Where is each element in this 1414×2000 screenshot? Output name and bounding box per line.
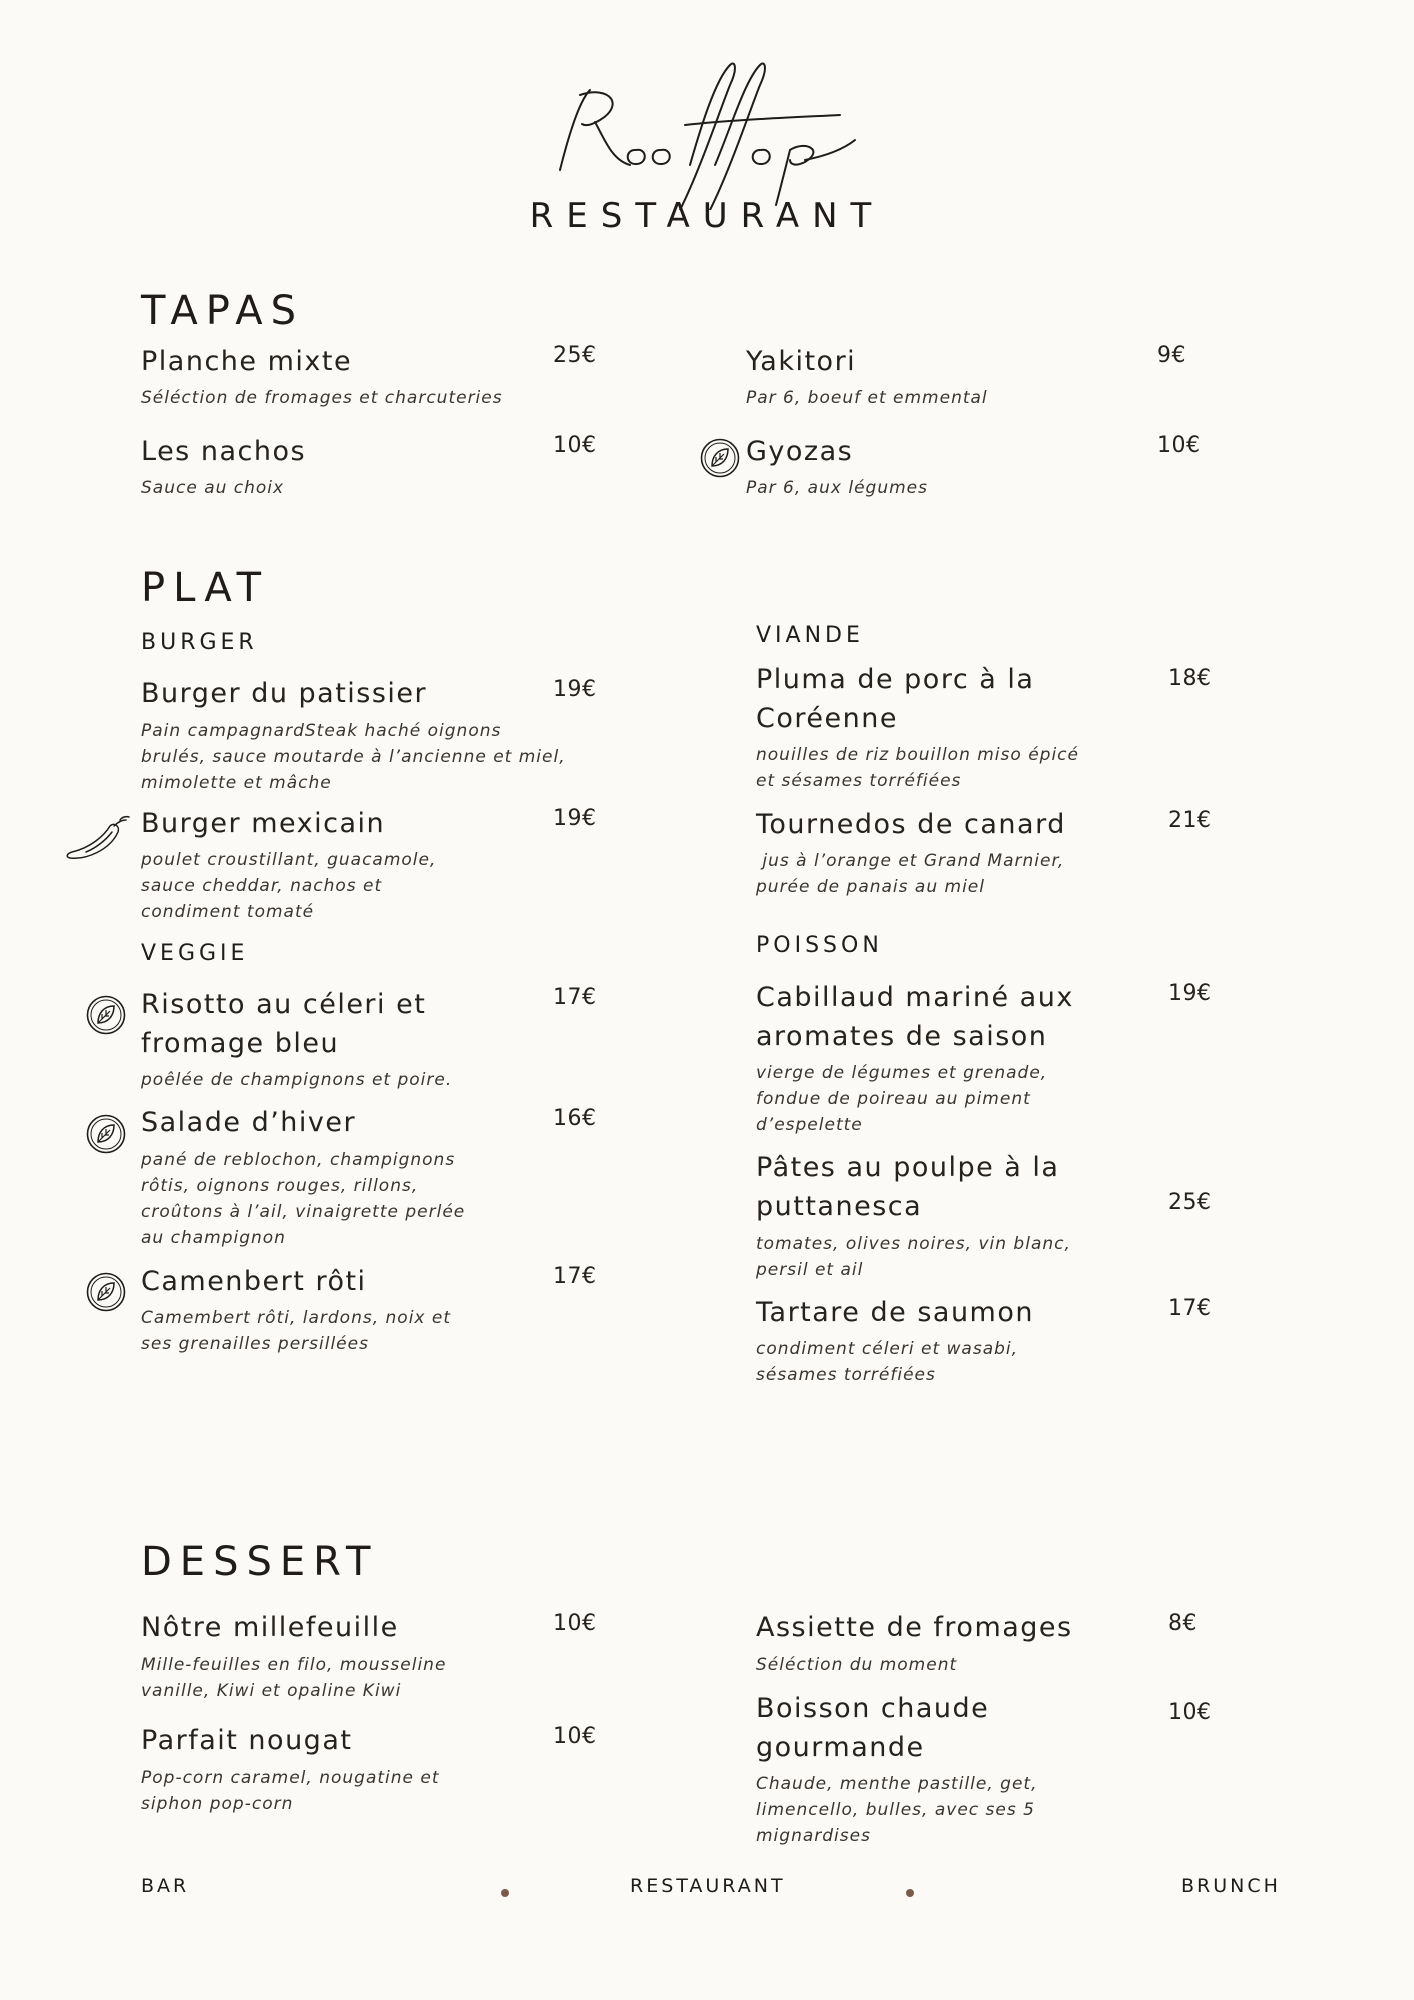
item-description: poêlée de champignons et poire. (141, 1070, 453, 1090)
subsection-title-burger: BURGER (141, 630, 258, 655)
item-price: 10€ (1157, 433, 1201, 458)
leaf-icon (86, 995, 126, 1035)
item-name: Burger du patissier (141, 678, 428, 709)
item-description: Mille-feuilles en filo, mousseline vanille, Kiwi et opaline Kiwi (141, 1655, 447, 1701)
logo-wordmark: RESTAURANT (529, 196, 885, 236)
leaf-icon (86, 1272, 126, 1312)
item-price: 8€ (1168, 1611, 1197, 1636)
footer-brunch: BRUNCH (1181, 1875, 1281, 1897)
item-description: tomates, olives noires, vin blanc, persil et ail (756, 1234, 1071, 1280)
item-description: Par 6, boeuf et emmental (746, 388, 988, 408)
item-price: 25€ (553, 343, 597, 368)
item-name: Camenbert rôti (141, 1266, 367, 1297)
item-price: 9€ (1157, 343, 1186, 368)
item-description: jus à l’orange et Grand Marnier, purée de panais au miel (756, 851, 1065, 897)
item-name: Les nachos (141, 436, 307, 467)
item-name: Parfait nougat (141, 1725, 353, 1756)
section-title-dessert: DESSERT (141, 1539, 379, 1585)
item-description: Chaude, menthe pastille, get, limencello, bulles, avec ses 5 mignardises (756, 1774, 1038, 1846)
item-name: Salade d’hiver (141, 1107, 357, 1138)
item-description: vierge de légumes et grenade, fondue de poireau au piment d’espelette (756, 1063, 1048, 1135)
item-price: 19€ (553, 677, 597, 702)
item-description: Séléction de fromages et charcuteries (141, 388, 503, 408)
footer-bar: BAR (141, 1875, 190, 1897)
item-name: Nôtre millefeuille (141, 1612, 399, 1643)
leaf-icon (86, 1114, 126, 1154)
item-name: Cabillaud mariné aux aromates de saison (756, 982, 1074, 1052)
item-price: 16€ (553, 1106, 597, 1131)
item-description: Camembert rôti, lardons, noix et ses grenailles persillées (141, 1308, 452, 1354)
subsection-title-poisson: POISSON (756, 933, 883, 958)
item-name: Assiette de fromages (756, 1612, 1073, 1643)
item-price: 18€ (1168, 666, 1212, 691)
item-name: Pluma de porc à la Coréenne (756, 664, 1035, 734)
item-price: 10€ (553, 1611, 597, 1636)
item-description: nouilles de riz bouillon miso épicé et sésames torréfiées (756, 745, 1079, 791)
section-title-tapas: TAPAS (141, 288, 305, 334)
item-price: 17€ (553, 985, 597, 1010)
item-price: 21€ (1168, 808, 1212, 833)
item-name: Planche mixte (141, 346, 353, 377)
item-name: Yakitori (746, 346, 857, 377)
leaf-icon (700, 438, 740, 478)
item-price: 25€ (1168, 1190, 1212, 1215)
item-name: Boisson chaude gourmande (756, 1693, 990, 1763)
item-price: 17€ (553, 1264, 597, 1289)
logo-script (540, 60, 880, 210)
item-name: Pâtes au poulpe à la puttanesca (756, 1152, 1060, 1222)
section-title-plat: PLAT (141, 565, 270, 611)
footer-restaurant: RESTAURANT (630, 1875, 786, 1897)
item-description: Par 6, aux légumes (746, 478, 928, 498)
footer-separator-dot (501, 1889, 509, 1897)
item-price: 19€ (1168, 981, 1212, 1006)
item-description: Pop-corn caramel, nougatine et siphon pop-corn (141, 1768, 440, 1814)
item-price: 10€ (553, 433, 597, 458)
item-name: Tartare de saumon (756, 1297, 1034, 1328)
item-name: Burger mexicain (141, 808, 386, 839)
item-price: 19€ (553, 806, 597, 831)
item-description: poulet croustillant, guacamole, sauce cheddar, nachos et condiment tomaté (141, 850, 437, 922)
item-description: condiment céleri et wasabi, sésames torréfiées (756, 1339, 1019, 1385)
chili-icon (66, 814, 132, 864)
item-description: Séléction du moment (756, 1655, 958, 1675)
subsection-title-viande: VIANDE (756, 623, 864, 648)
item-description: pané de reblochon, champignons rôtis, oignons rouges, rillons, croûtons à l’ail, vinaigrette perlée au champignon (141, 1150, 466, 1248)
item-name: Tournedos de canard (756, 809, 1066, 840)
item-name: Risotto au céleri et fromage bleu (141, 989, 427, 1059)
item-description: Pain campagnardSteak haché oignons brulés, sauce moutarde à l’ancienne et miel, mimolette et mâche (141, 721, 566, 793)
subsection-title-veggie: VEGGIE (141, 941, 249, 966)
item-price: 10€ (553, 1724, 597, 1749)
item-price: 10€ (1168, 1700, 1212, 1725)
item-price: 17€ (1168, 1296, 1212, 1321)
item-description: Sauce au choix (141, 478, 285, 498)
item-name: Gyozas (746, 436, 854, 467)
footer-separator-dot (906, 1889, 914, 1897)
